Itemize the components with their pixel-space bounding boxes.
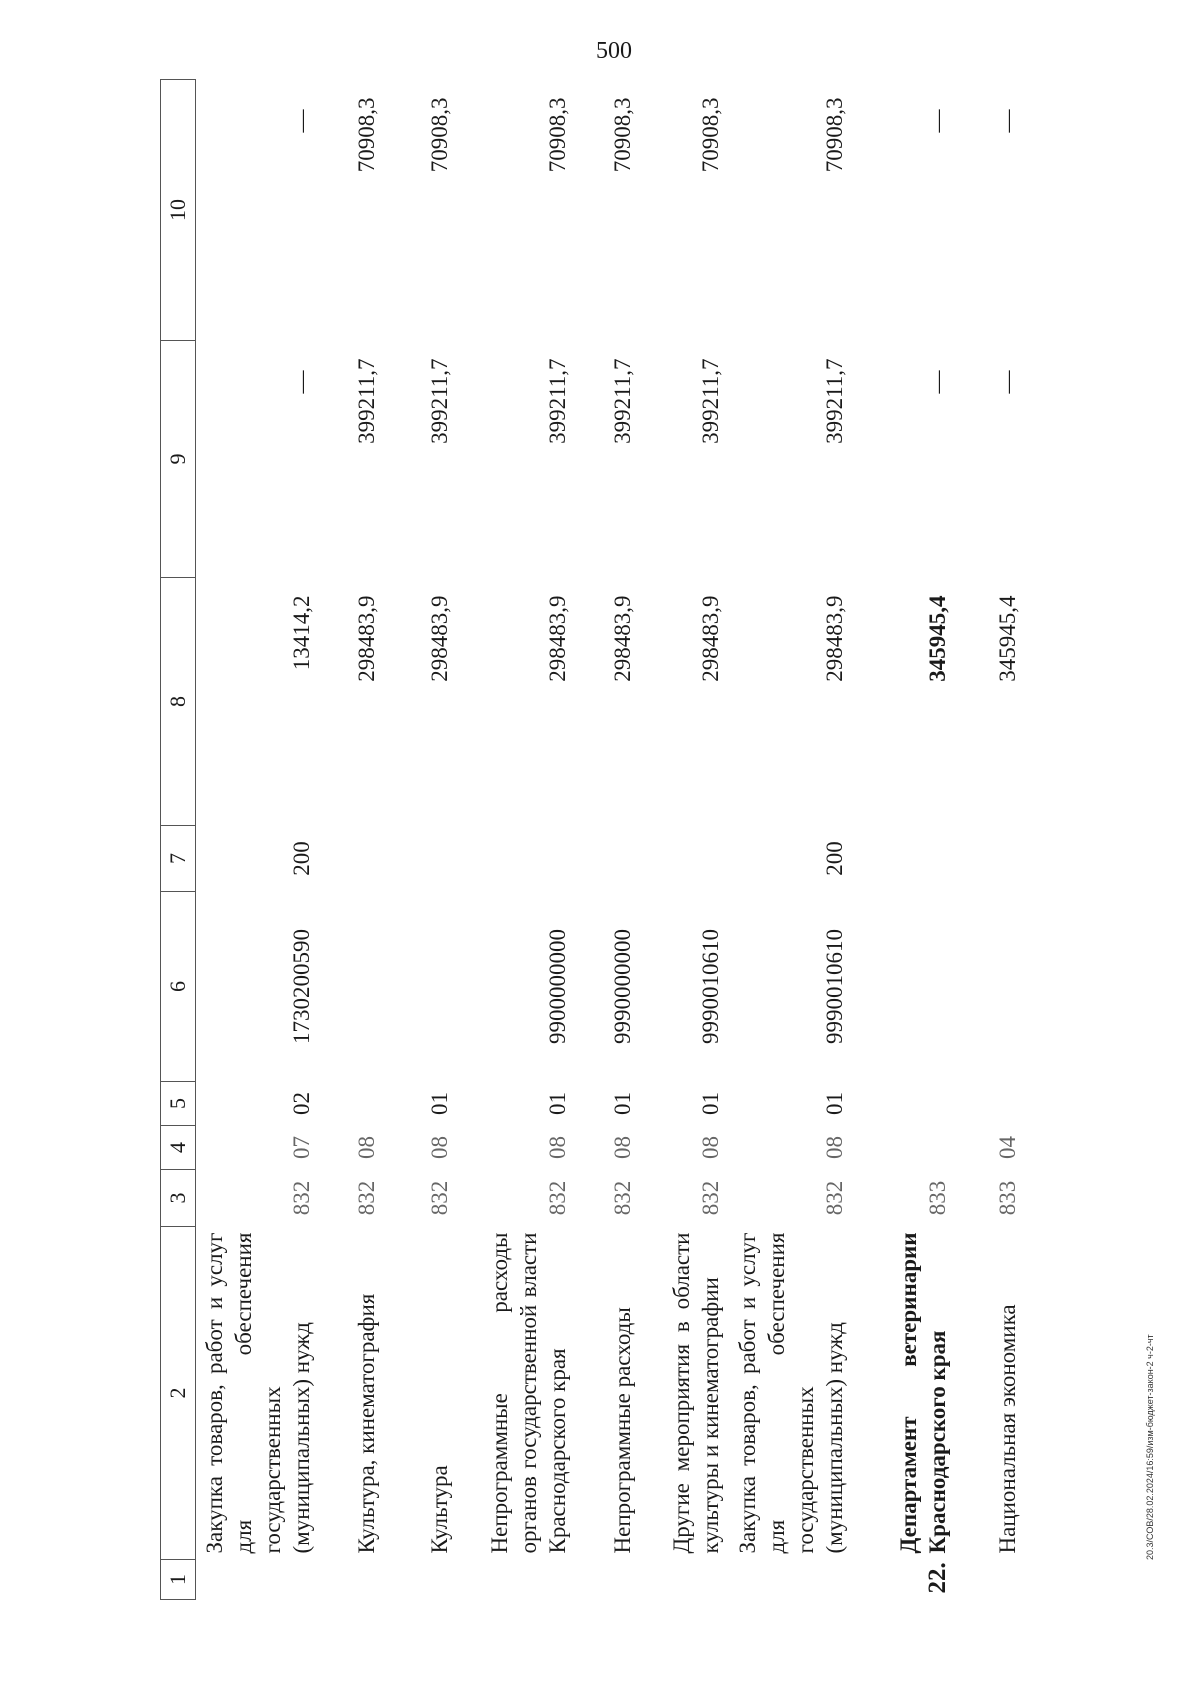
row-name: Департамент ветеринарии Краснодарского края xyxy=(896,1232,950,1554)
header-cell: 8 xyxy=(161,578,196,826)
cell-expense-type xyxy=(576,826,641,892)
cell-amount-1: 298483,9 xyxy=(610,595,635,682)
header-cell: 10 xyxy=(161,80,196,341)
cell-subsection-code: 01 xyxy=(610,1092,635,1115)
cell-amount-2: — xyxy=(925,370,950,394)
cell-target-code xyxy=(385,892,458,1082)
cell-target-code xyxy=(320,892,385,1082)
header-cell: 2 xyxy=(161,1227,196,1560)
table-row xyxy=(853,80,956,1600)
row-name: Закупка товаров, работ и услуг для обеспечения государственных (муниципальных) нужд xyxy=(735,1232,847,1554)
cell-expense-type: 200 xyxy=(289,841,314,876)
cell-expense-type xyxy=(853,826,956,892)
cell-amount-3: 70908,3 xyxy=(427,97,452,173)
cell-amount-1: 298483,9 xyxy=(822,595,847,682)
cell-amount-2: 399211,7 xyxy=(545,358,570,444)
table-row xyxy=(576,80,641,1600)
table-row xyxy=(196,80,321,1600)
cell-subsection-code xyxy=(956,1082,1026,1126)
footer-code: 20.3/СОВ/28.02.2024/16:59/изм-бюджет-закон-2 ч-2-чт xyxy=(1145,1334,1155,1560)
cell-section-code: 07 xyxy=(289,1136,314,1159)
row-number xyxy=(641,1560,729,1600)
header-cell: 6 xyxy=(161,892,196,1082)
row-number xyxy=(576,1560,641,1600)
table-row xyxy=(956,80,1026,1600)
cell-ministry-code: 832 xyxy=(545,1180,570,1216)
row-name: Закупка товаров, работ и услуг для обеспечения государственных (муниципальных) нужд xyxy=(202,1232,314,1554)
cell-amount-2: 399211,7 xyxy=(822,358,847,444)
cell-section-code: 08 xyxy=(427,1136,452,1159)
cell-amount-3: 70908,3 xyxy=(822,97,847,173)
cell-section-code: 08 xyxy=(354,1136,379,1159)
cell-amount-3: 70908,3 xyxy=(610,97,635,173)
row-number xyxy=(729,1560,853,1600)
cell-section-code: 08 xyxy=(698,1136,723,1159)
cell-amount-3: 70908,3 xyxy=(354,97,379,173)
cell-section-code: 04 xyxy=(995,1136,1020,1159)
cell-expense-type: 200 xyxy=(822,841,847,876)
cell-amount-2: 399211,7 xyxy=(698,358,723,444)
cell-target-code xyxy=(956,892,1026,1082)
cell-amount-1: 13414,2 xyxy=(289,595,314,671)
cell-target-code: 9990010610 xyxy=(698,929,723,1044)
header-cell: 5 xyxy=(161,1082,196,1126)
cell-subsection-code: 01 xyxy=(427,1092,452,1115)
header-cell: 7 xyxy=(161,826,196,892)
row-number xyxy=(956,1560,1026,1600)
header-cell: 1 xyxy=(161,1560,196,1600)
row-name: Непрограммные расходы органов государственной власти Краснодарского края xyxy=(487,1232,570,1554)
table-row xyxy=(458,80,576,1600)
cell-target-code: 9990000000 xyxy=(610,929,635,1044)
page-number: 500 xyxy=(596,38,632,64)
cell-section-code: 08 xyxy=(545,1136,570,1159)
cell-section-code: 08 xyxy=(610,1136,635,1159)
row-number xyxy=(458,1560,576,1600)
cell-target-code: 1730200590 xyxy=(289,929,314,1044)
cell-amount-1: 345945,4 xyxy=(995,595,1020,682)
cell-ministry-code: 833 xyxy=(995,1180,1020,1216)
row-name: Непрограммные расходы xyxy=(610,1307,635,1554)
cell-expense-type xyxy=(458,826,576,892)
cell-amount-3: 70908,3 xyxy=(698,97,723,173)
cell-ministry-code: 832 xyxy=(698,1180,723,1216)
cell-ministry-code: 832 xyxy=(610,1180,635,1216)
cell-ministry-code: 833 xyxy=(925,1180,950,1216)
cell-target-code: 9900000000 xyxy=(545,929,570,1044)
cell-amount-2: 399211,7 xyxy=(427,358,452,444)
table-row xyxy=(385,80,458,1600)
budget-table xyxy=(160,79,1026,1600)
cell-subsection-code: 02 xyxy=(289,1092,314,1115)
row-name: Культура xyxy=(427,1465,452,1554)
cell-subsection-code: 01 xyxy=(545,1092,570,1115)
row-name: Культура, кинематография xyxy=(354,1293,379,1554)
cell-amount-1: 298483,9 xyxy=(354,595,379,682)
cell-amount-2: — xyxy=(995,370,1020,394)
cell-amount-1: 298483,9 xyxy=(427,595,452,682)
header-cell: 3 xyxy=(161,1170,196,1227)
cell-expense-type xyxy=(320,826,385,892)
rotated-table-wrapper xyxy=(160,80,1160,1600)
cell-ministry-code: 832 xyxy=(822,1180,847,1216)
table-header xyxy=(161,80,196,1600)
table-row xyxy=(729,80,853,1600)
cell-amount-2: — xyxy=(289,370,314,394)
cell-target-code: 9990010610 xyxy=(822,929,847,1044)
cell-subsection-code: 01 xyxy=(698,1092,723,1115)
cell-amount-2: 399211,7 xyxy=(354,358,379,444)
row-number xyxy=(196,1560,321,1600)
cell-expense-type xyxy=(956,826,1026,892)
table-row xyxy=(641,80,729,1600)
cell-amount-2: 399211,7 xyxy=(610,358,635,444)
cell-amount-1: 298483,9 xyxy=(698,595,723,682)
cell-ministry-code: 832 xyxy=(427,1180,452,1216)
cell-ministry-code: 832 xyxy=(289,1180,314,1216)
row-number: 22. xyxy=(924,1562,951,1594)
cell-amount-3: 70908,3 xyxy=(545,97,570,173)
header-row xyxy=(161,80,196,1600)
cell-amount-3: — xyxy=(925,109,950,133)
cell-amount-3: — xyxy=(995,109,1020,133)
header-cell: 9 xyxy=(161,341,196,578)
cell-subsection-code: 01 xyxy=(822,1092,847,1115)
cell-section-code xyxy=(853,1126,956,1170)
table-row xyxy=(320,80,385,1600)
cell-ministry-code: 832 xyxy=(354,1180,379,1216)
row-number xyxy=(320,1560,385,1600)
cell-subsection-code xyxy=(853,1082,956,1126)
cell-expense-type xyxy=(385,826,458,892)
header-cell: 4 xyxy=(161,1126,196,1170)
cell-target-code xyxy=(853,892,956,1082)
cell-section-code: 08 xyxy=(822,1136,847,1159)
row-number xyxy=(385,1560,458,1600)
row-name: Другие мероприятия в области культуры и кинематографии xyxy=(669,1232,723,1554)
cell-amount-3: — xyxy=(289,109,314,133)
cell-subsection-code xyxy=(320,1082,385,1126)
cell-expense-type xyxy=(641,826,729,892)
row-name: Национальная экономика xyxy=(995,1304,1020,1554)
cell-amount-1: 345945,4 xyxy=(925,595,950,682)
cell-amount-1: 298483,9 xyxy=(545,595,570,682)
